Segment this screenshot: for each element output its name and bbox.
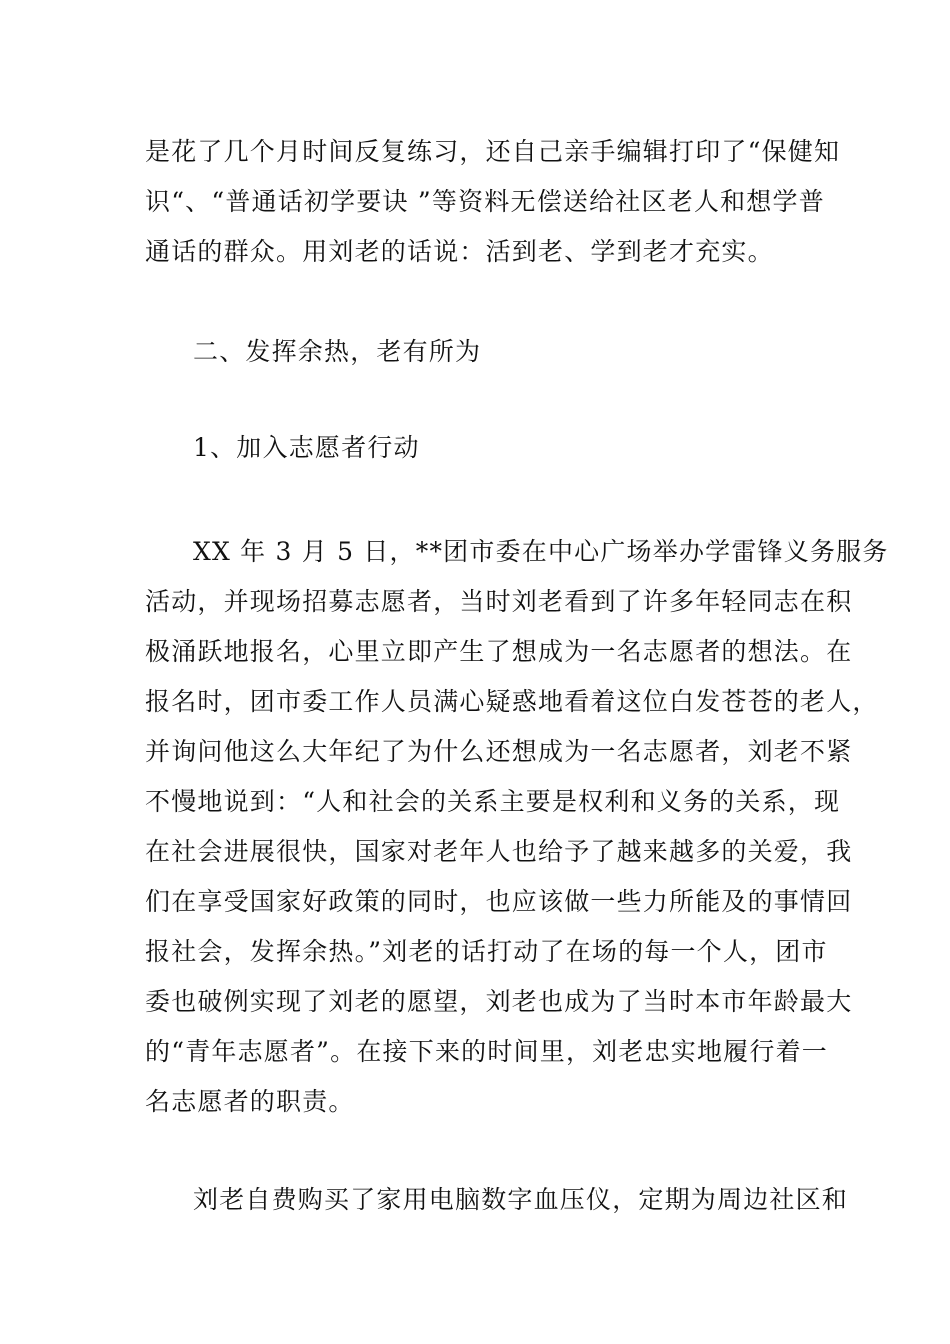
paragraph-line: 活动，并现场招募志愿者，当时刘老看到了许多年轻同志在积 <box>145 587 853 616</box>
paragraph-line: XX 年 3 月 5 日，**团市委在中心广场举办学雷锋义务服务 <box>193 537 889 566</box>
paragraph-line: 不慢地说到：“人和社会的关系主要是权利和义务的关系，现 <box>145 787 841 816</box>
subsection-heading: 1、加入志愿者行动 <box>193 433 420 462</box>
paragraph-line: 通话的群众。用刘老的话说：活到老、学到老才充实。 <box>145 237 774 266</box>
paragraph-line: 极涌跃地报名，心里立即产生了想成为一名志愿者的想法。在 <box>145 637 853 666</box>
paragraph-line: 委也破例实现了刘老的愿望，刘老也成为了当时本市年龄最大 <box>145 987 853 1016</box>
paragraph-line: 是花了几个月时间反复练习，还自己亲手编辑打印了“保健知 <box>145 137 841 166</box>
paragraph-line: 并询问他这么大年纪了为什么还想成为一名志愿者，刘老不紧 <box>145 737 853 766</box>
paragraph-line: 们在享受国家好政策的同时，也应该做一些力所能及的事情回 <box>145 887 853 916</box>
paragraph-line: 名志愿者的职责。 <box>145 1087 355 1116</box>
paragraph-line: 报名时，团市委工作人员满心疑惑地看着这位白发苍苍的老人， <box>145 687 879 716</box>
paragraph-line: 的“青年志愿者”。在接下来的时间里，刘老忠实地履行着一 <box>145 1037 828 1066</box>
paragraph-line: 刘老自费购买了家用电脑数字血压仪，定期为周边社区和 <box>193 1185 849 1214</box>
section-heading: 二、发挥余热，老有所为 <box>193 337 482 366</box>
paragraph-line: 识“、“普通话初学要诀 ”等资料无偿送给社区老人和想学普 <box>145 187 825 216</box>
paragraph-line: 在社会进展很快，国家对老年人也给予了越来越多的关爱，我 <box>145 837 853 866</box>
paragraph-line: 报社会，发挥余热。”刘老的话打动了在场的每一个人，团市 <box>145 937 828 966</box>
